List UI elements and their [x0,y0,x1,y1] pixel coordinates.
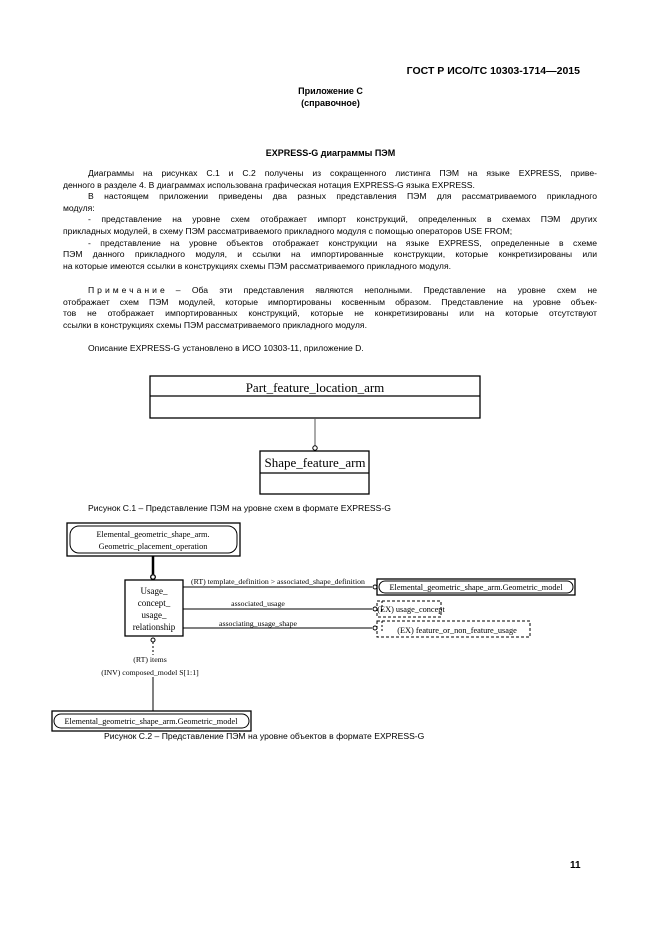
note-line: ссылки в конструкциях схемы ПЭМ рассматриваемого прикладного модуля. [63,320,367,330]
paragraph-line: модуля: [63,203,95,213]
entity-name-line: relationship [132,622,176,632]
paragraph-line: на которые имеются ссылки в конструкциях схемы ПЭМ рассматриваемого прикладного модуля. [63,261,451,271]
inverse-label: (RT) items [133,655,167,664]
figure-c1-caption: Рисунок С.1 – Представление ПЭМ на уровне схем в формате EXPRESS-G [88,503,391,513]
note-text: – Оба эти представления являются неполными. Представление на уровне схем не [175,285,597,295]
attribute-label: (RT) template_definition > associated_shape_definition [191,577,365,586]
entity-name-line: Usage_ [140,586,168,596]
paragraph-line: - представление на уровне схем отображает импорт конструкций, определенных в схемах ПЭМ других [88,214,597,224]
paragraph-line: Диаграммы на рисунках С.1 и С.2 получены из сокращенного листинга ПЭМ на языке EXPRESS, приве- [88,168,597,178]
page-number: 11 [570,860,581,871]
paragraph-line: - представление на уровне объектов отображает конструкции на языке EXPRESS, определенные в схеме [88,238,597,248]
document-code: ГОСТ Р ИСО/ТС 10303-1714—2015 [406,65,580,77]
figure-c2-caption: Рисунок С.2 – Представление ПЭМ на уровне объектов в формате EXPRESS-G [104,731,425,741]
note-line: отображает схем ПЭМ модулей, которые импортированы косвенным образом. Представление на уровне объек- [63,297,597,307]
entity-name-line: concept_ [137,598,171,608]
ref-name: Elemental_geometric_shape_arm.Geometric_model [64,717,238,726]
paragraph-line: В настоящем приложении приведены два разных представления ПЭМ для рассматриваемого прикладного [88,191,597,201]
attribute-label: associating_usage_shape [219,619,297,628]
ext-type-name: (EX) usage_concept [377,605,445,614]
relationship-end-circle [313,446,317,450]
ref-name-line: Geometric_placement_operation [98,542,208,551]
ref-name: Elemental_geometric_shape_arm.Geometric_model [389,583,563,592]
ref-name-line: Elemental_geometric_shape_arm. [96,530,210,539]
entity-name-line: usage_ [141,610,167,620]
note-line: тов не отображает импортированных конструкций, которые не конкретизированы или на которые отсутствуют [63,308,597,318]
annex-title: Приложение С [298,86,363,96]
attribute-label: associated_usage [231,599,285,608]
entity-name: Shape_feature_arm [264,455,366,470]
ext-type-name: (EX) feature_or_non_feature_usage [397,626,517,635]
paragraph-line: денного в разделе 4. В диаграммах использована графическая нотация EXPRESS-G языка EXPRESS. [63,180,475,190]
section-title: EXPRESS-G диаграммы ПЭМ [265,148,396,158]
ref-box-top [67,523,240,556]
annex-subtitle: (справочное) [301,98,360,108]
entity-name: Part_feature_location_arm [245,380,385,395]
paragraph-line: прикладных модулей, в схему ПЭМ рассматриваемого прикладного модуля с помощью операторов USE FROM; [63,226,513,236]
paragraph-line: ПЭМ данного прикладного модуля, и ссылки на импортированные конструкции, которые конкретизированы или [63,249,597,259]
inverse-label: (INV) composed_model S[1:1] [101,668,199,677]
reference-text: Описание EXPRESS-G установлено в ИСО 10303-11, приложение D. [88,343,364,353]
note-label: Примечание [88,285,168,295]
